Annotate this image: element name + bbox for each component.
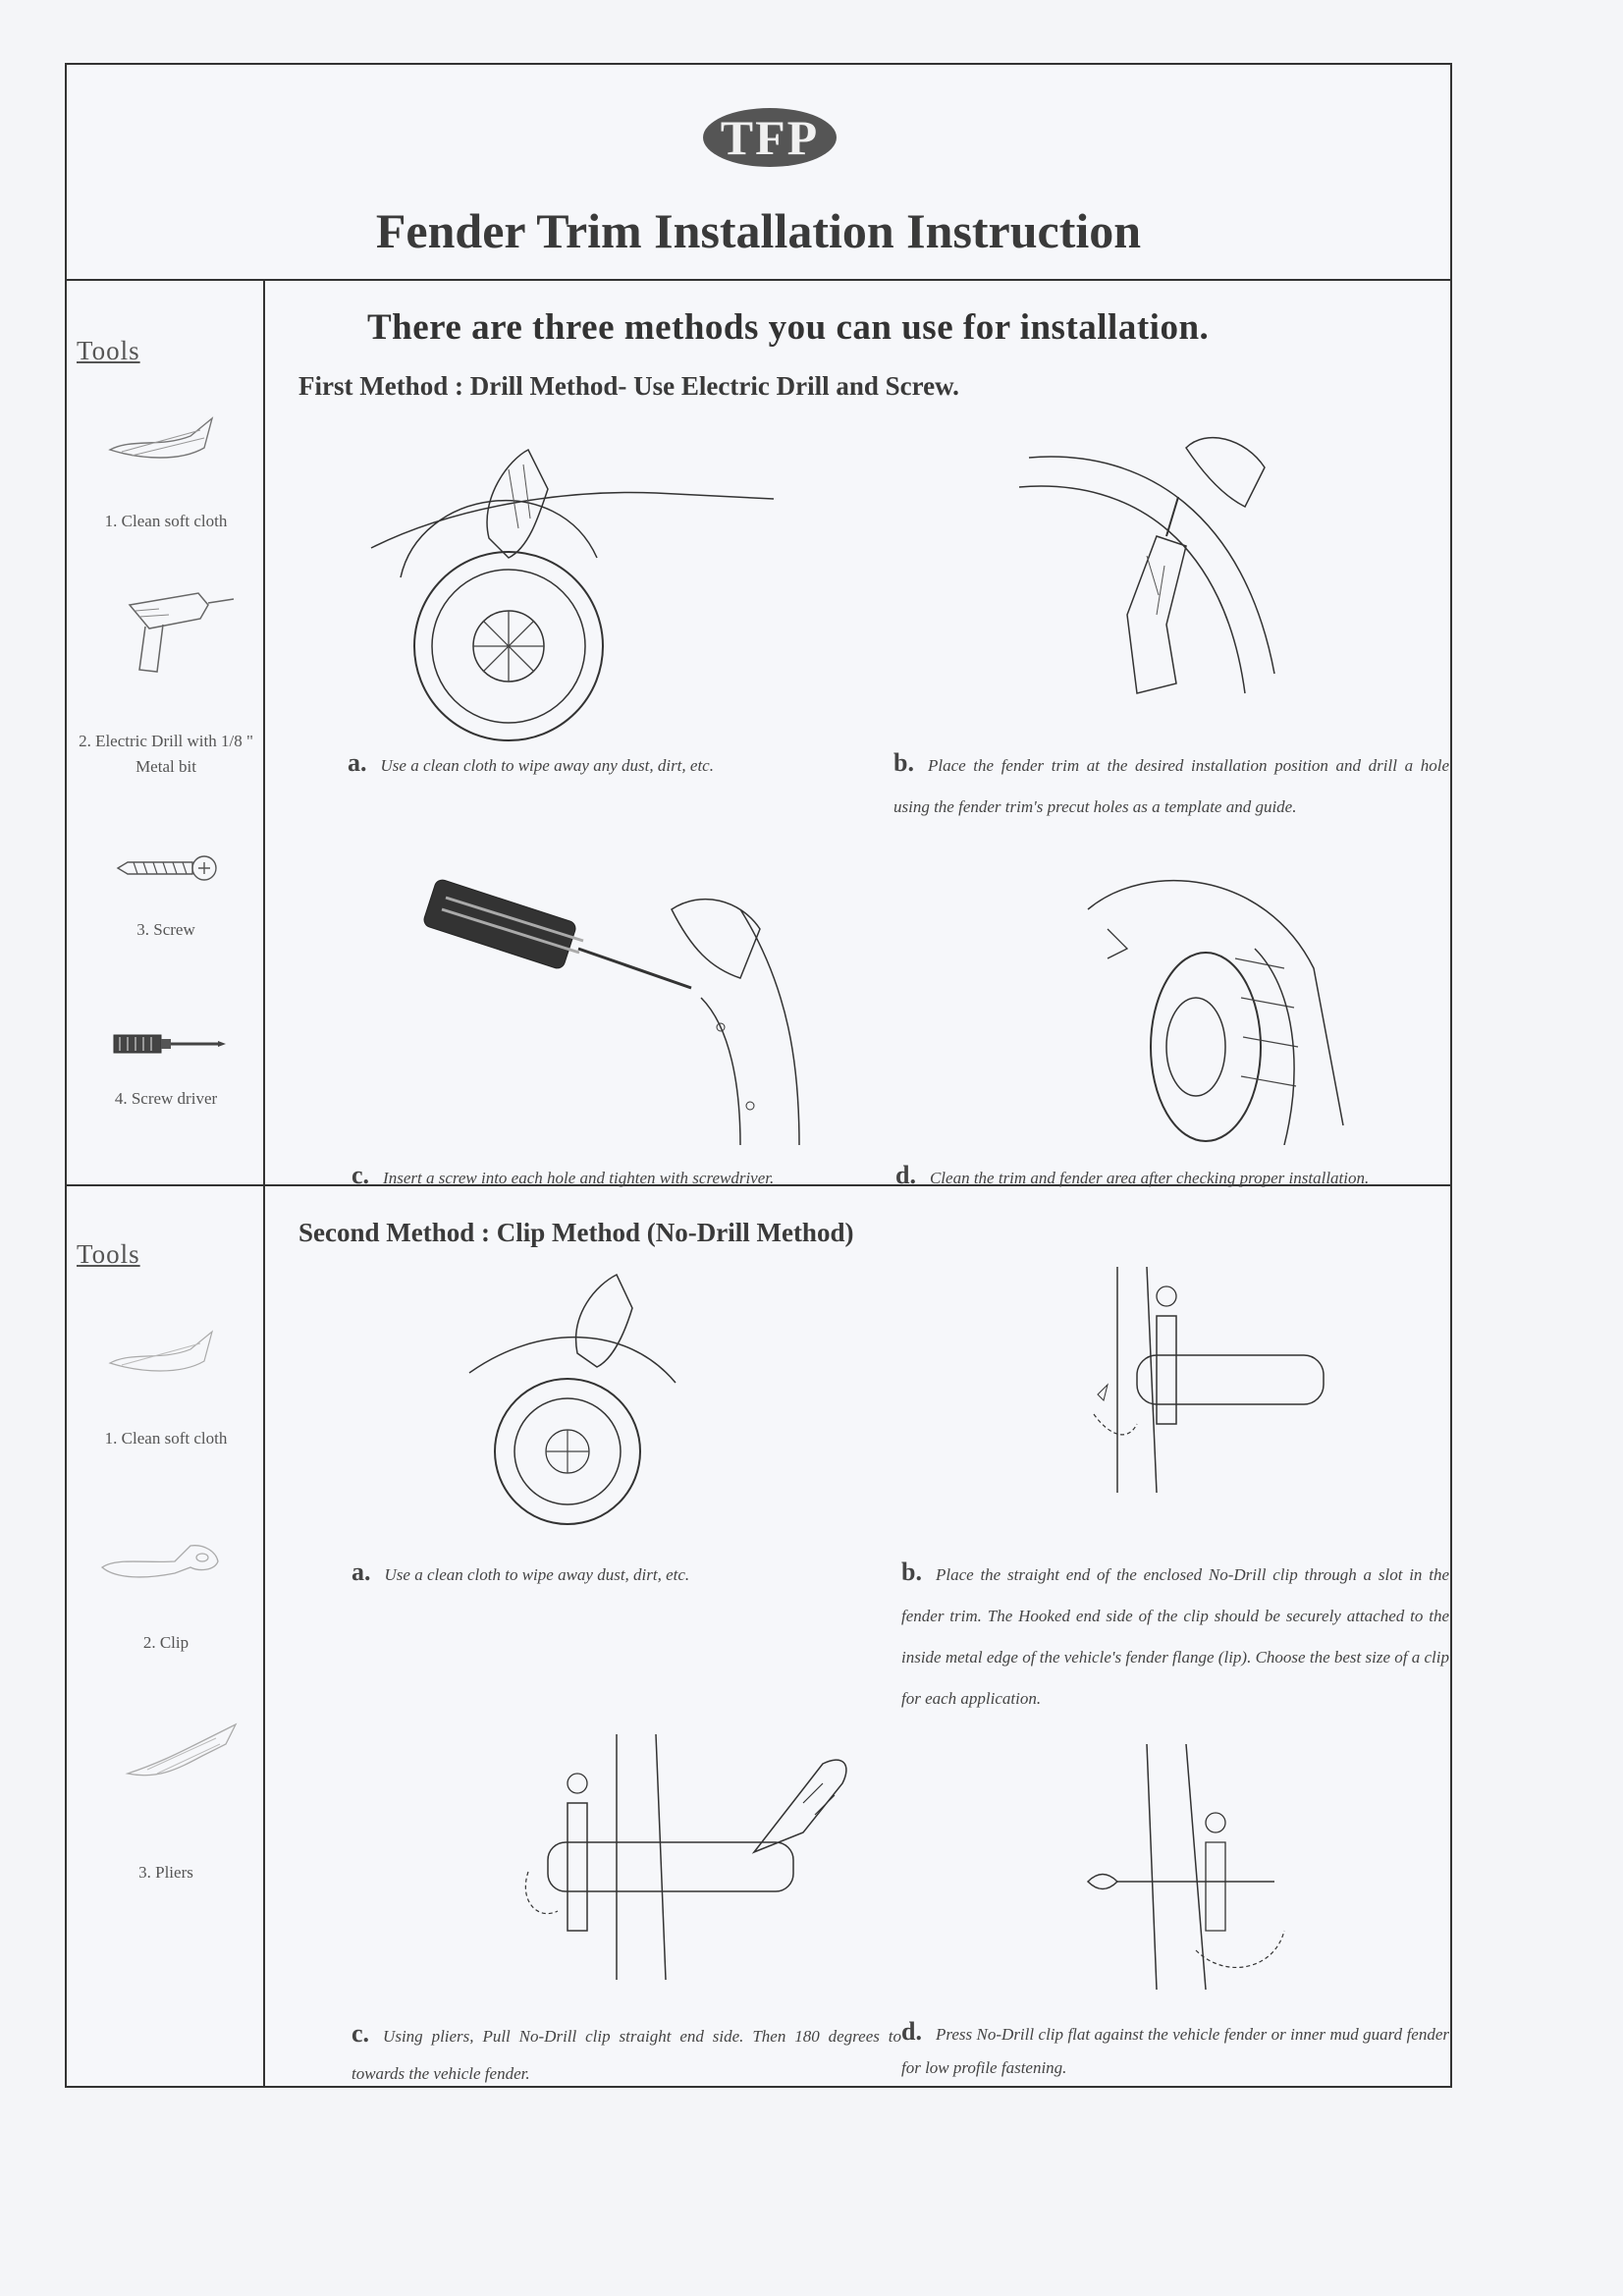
method-2-step-c: c. Using pliers, Pull No-Drill clip straight end side. Then 180 degrees to towards the vehicle fender. — [352, 2019, 901, 2083]
method-2-step-d: d. Press No-Drill clip flat against the vehicle fender or inner mud guard fender for low profile fastening. — [901, 2017, 1449, 2077]
method-2-step-b: b. Place the straight end of the enclosed No-Drill clip through a slot in the fender trim. The Hooked end side of the clip should be securely attached to the inside metal edge of the vehicle's fender flange (lip). Choose the best size of a clip for each application. — [901, 1558, 1449, 1708]
screw-icon — [114, 850, 222, 886]
methods-headline: There are three methods you can use for installation. — [367, 307, 1210, 348]
clip-icon — [96, 1528, 224, 1597]
pliers-icon — [118, 1715, 245, 1793]
illustration-clip-flat — [1049, 1734, 1363, 1999]
tools-heading-2: Tools — [77, 1239, 140, 1269]
cloth-icon — [102, 409, 220, 467]
page-title: Fender Trim Installation Instruction — [375, 203, 1142, 258]
tool-label-cloth-2: 1. Clean soft cloth — [104, 1429, 228, 1448]
method-1-step-b: b. Place the fender trim at the desired installation position and drill a hole using the fender trim's precut holes as a template and guide. — [893, 748, 1449, 816]
tfp-logo: TFP — [703, 108, 837, 167]
tool-label-drill: 2. Electric Drill with 1/8 " Metal bit — [79, 732, 253, 776]
tool-label-clip: 2. Clip — [142, 1633, 189, 1652]
tool-label-cloth: 1. Clean soft cloth — [104, 512, 228, 530]
tool-label-screwdriver: 4. Screw driver — [114, 1089, 218, 1108]
tool-label-screw: 3. Screw — [136, 920, 195, 939]
method-2-title: Second Method : Clip Method (No-Drill Method) — [298, 1218, 854, 1247]
tools-heading-1: Tools — [77, 336, 140, 365]
illustration-clip-slot — [1058, 1257, 1353, 1503]
method-1-step-a: a. Use a clean cloth to wipe away any dust, dirt, etc. — [348, 748, 714, 777]
illustration-screwdriver — [406, 870, 858, 1155]
illustration-drill-hole — [1009, 418, 1373, 742]
illustration-wipe-wheel — [361, 430, 784, 744]
cloth-icon — [102, 1322, 220, 1381]
sidebar-divider — [263, 279, 265, 2088]
illustration-wipe-wheel-2 — [460, 1265, 754, 1530]
method-1-step-d: d. Clean the trim and fender area after checking proper installation. — [895, 1161, 1370, 1189]
tool-label-pliers: 3. Pliers — [138, 1863, 193, 1882]
method-1-title: First Method : Drill Method- Use Electric Drill and Screw. — [298, 371, 959, 401]
screwdriver-icon — [110, 1029, 228, 1059]
method-1-step-c: c. Insert a screw into each hole and tighten with screwdriver. — [352, 1161, 775, 1189]
header-divider — [67, 279, 1450, 281]
instruction-sheet — [65, 63, 1452, 2088]
method-2-step-a: a. Use a clean cloth to wipe away dust, dirt, etc. — [352, 1558, 690, 1586]
illustration-clean-fender — [1049, 850, 1382, 1145]
illustration-pliers-clip — [509, 1724, 901, 1990]
drill-icon — [110, 575, 238, 683]
